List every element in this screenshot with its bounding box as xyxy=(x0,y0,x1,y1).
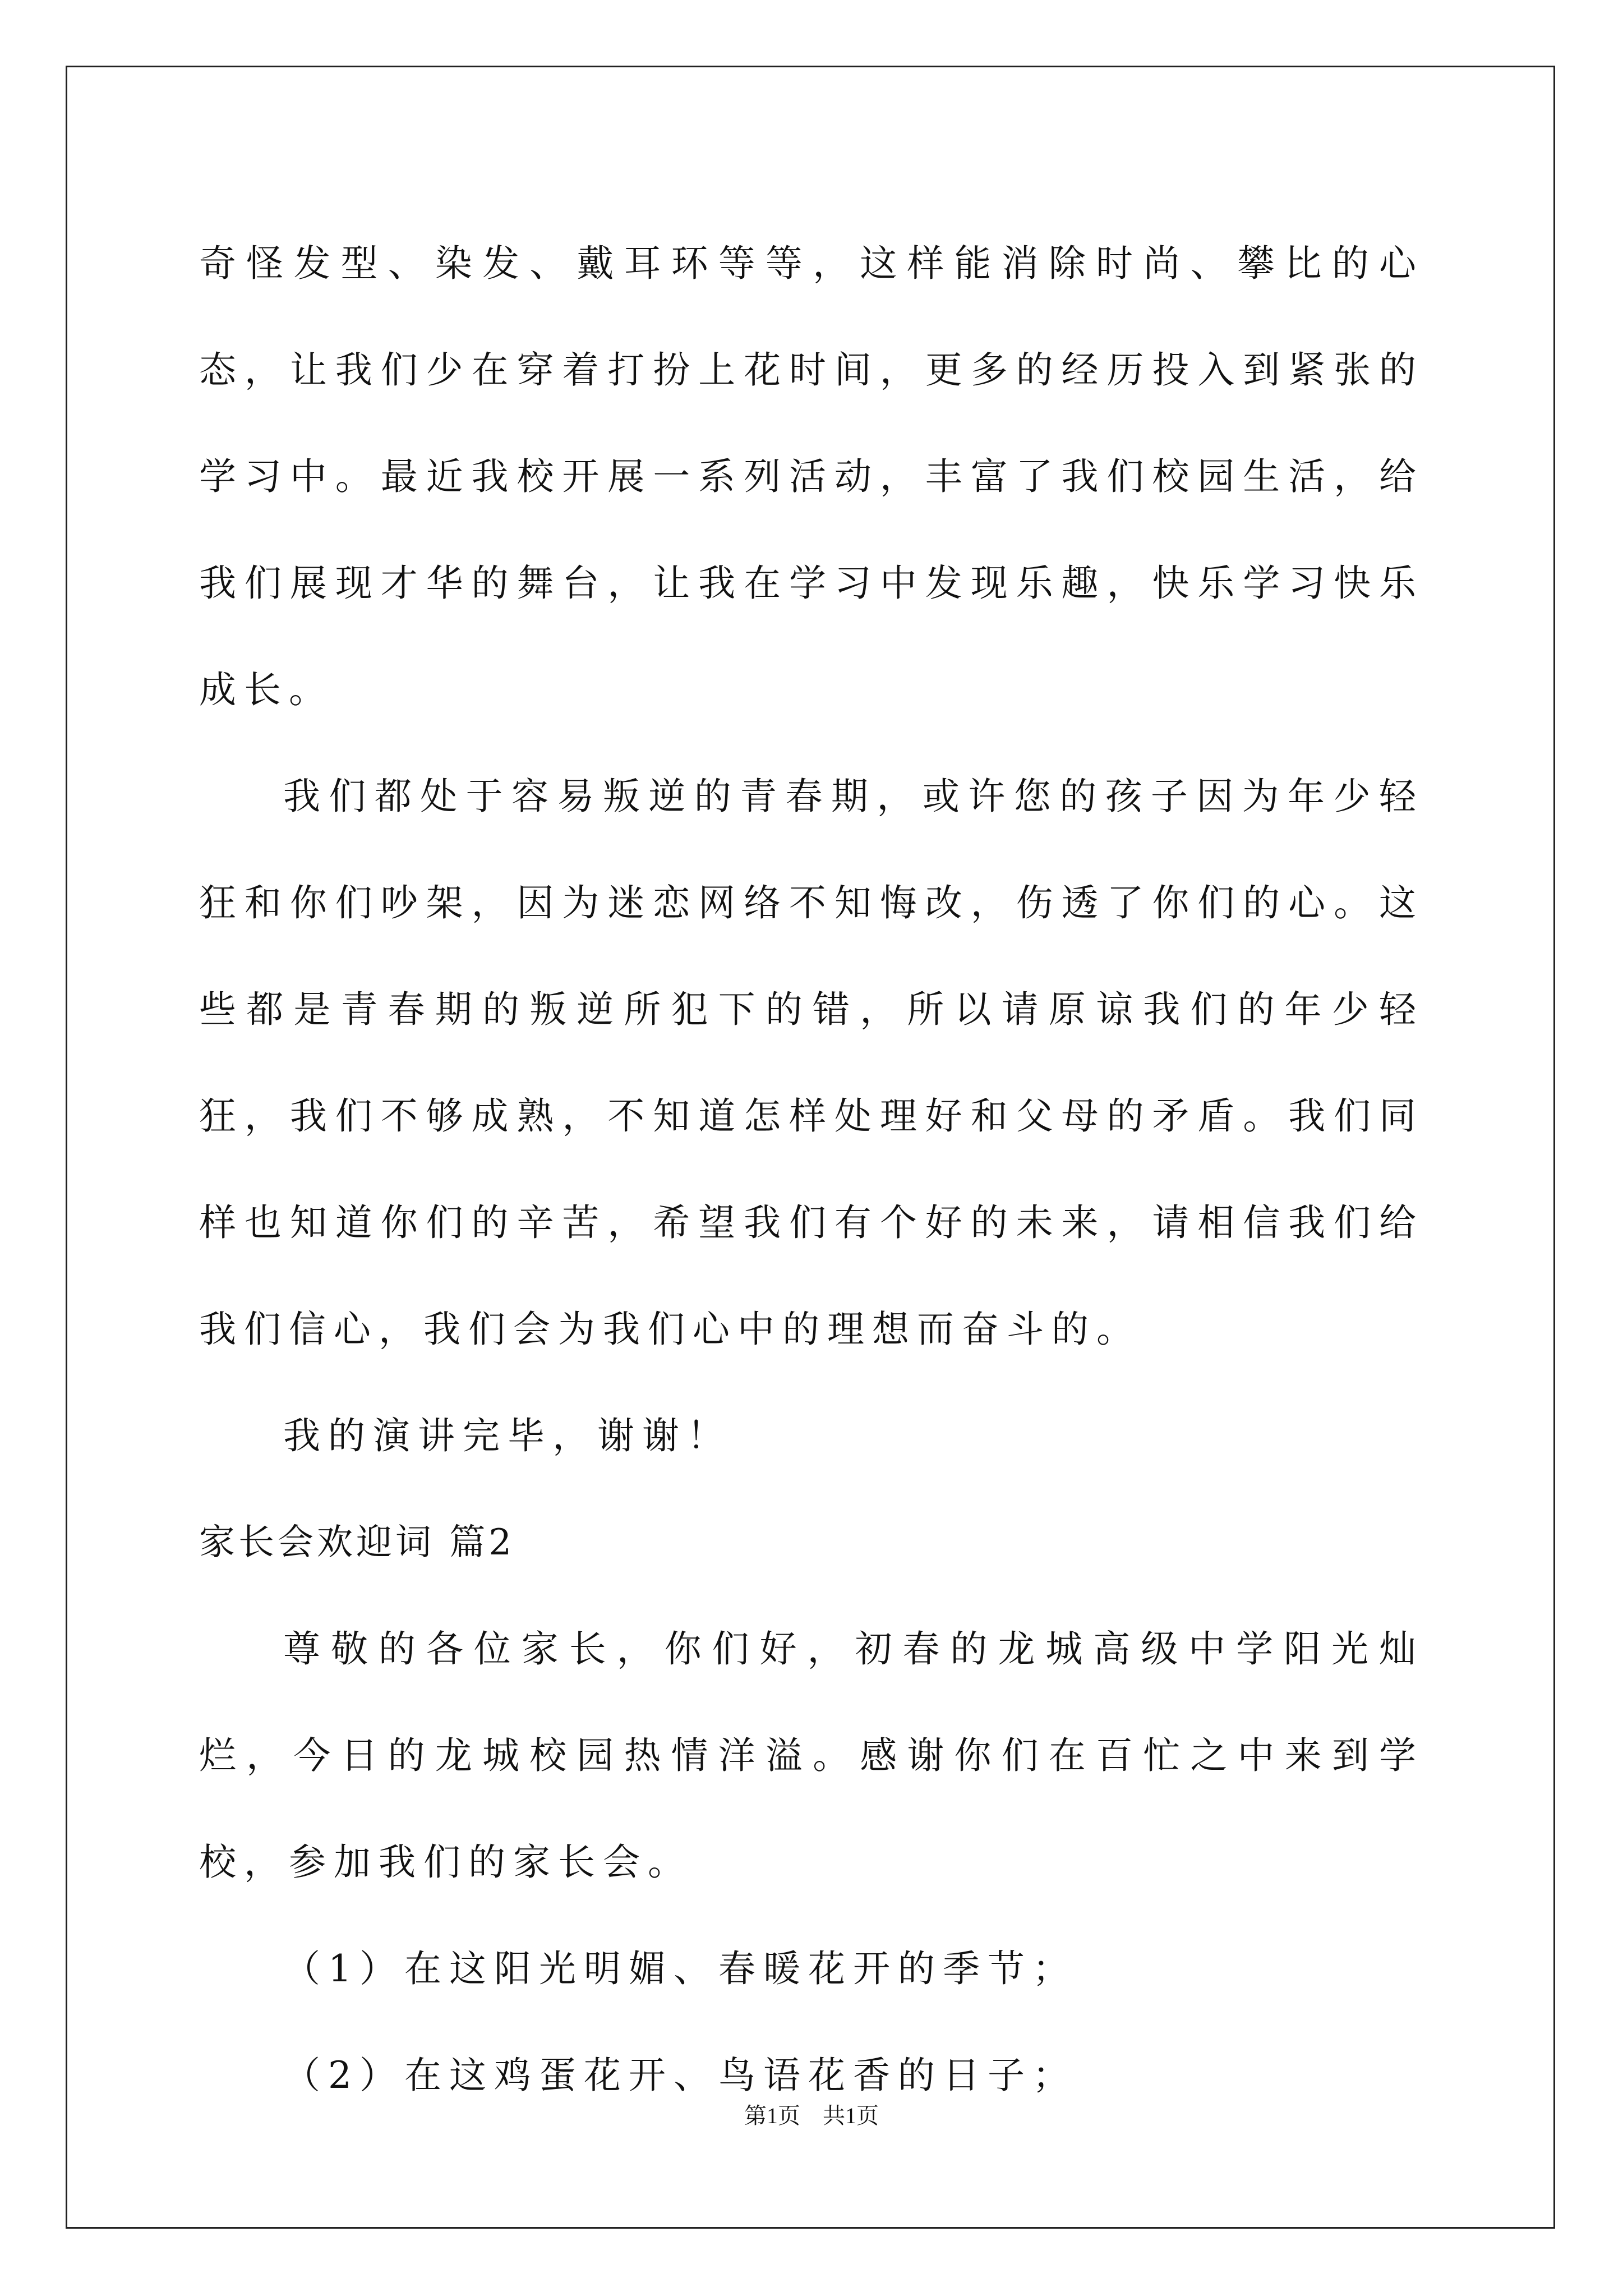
section-heading: 家长会欢迎词 篇2 xyxy=(199,1522,515,1563)
paragraph-continuation: 奇怪发型、染发、戴耳环等等，这样能消除时尚、攀比的心态，让我们少在穿着打扮上花时间，更多的经历投入到紧张的学习中。最近我校开展一系列活动，丰富了我们校园生活，给我们展现才华的舞台，让我在学习中发现乐趣，快乐学习快乐成长。 xyxy=(199,242,1424,711)
paragraph-closing: 我的演讲完毕，谢谢！ xyxy=(283,1414,732,1457)
paragraph-welcome: 尊敬的各位家长，你们好，初春的龙城高级中学阳光灿烂，今日的龙城校园热情洋溢。感谢你们在百忙之中来到学校，参加我们的家长会。 xyxy=(199,1627,1424,1884)
list-item-1: （1）在这阳光明媚、春暖花开的季节； xyxy=(283,1947,1077,1990)
list-item-2: （2）在这鸡蛋花开、鸟语花香的日子； xyxy=(283,2054,1077,2097)
paragraph-adolescence: 我们都处于容易叛逆的青春期，或许您的孩子因为年少轻狂和你们吵架，因为迷恋网络不知悔改，伤透了你们的心。这些都是青春期的叛逆所犯下的错，所以请原谅我们的年少轻狂，我们不够成熟，不知道怎样处理好和父母的矛盾。我们同样也知道你们的辛苦，希望我们有个好的未来，请相信我们给我们信心，我们会为我们心中的理想而奋斗的。 xyxy=(199,775,1424,1351)
page-number-footer: 第1页 共1页 xyxy=(744,2103,879,2128)
document-body xyxy=(199,210,1424,2129)
